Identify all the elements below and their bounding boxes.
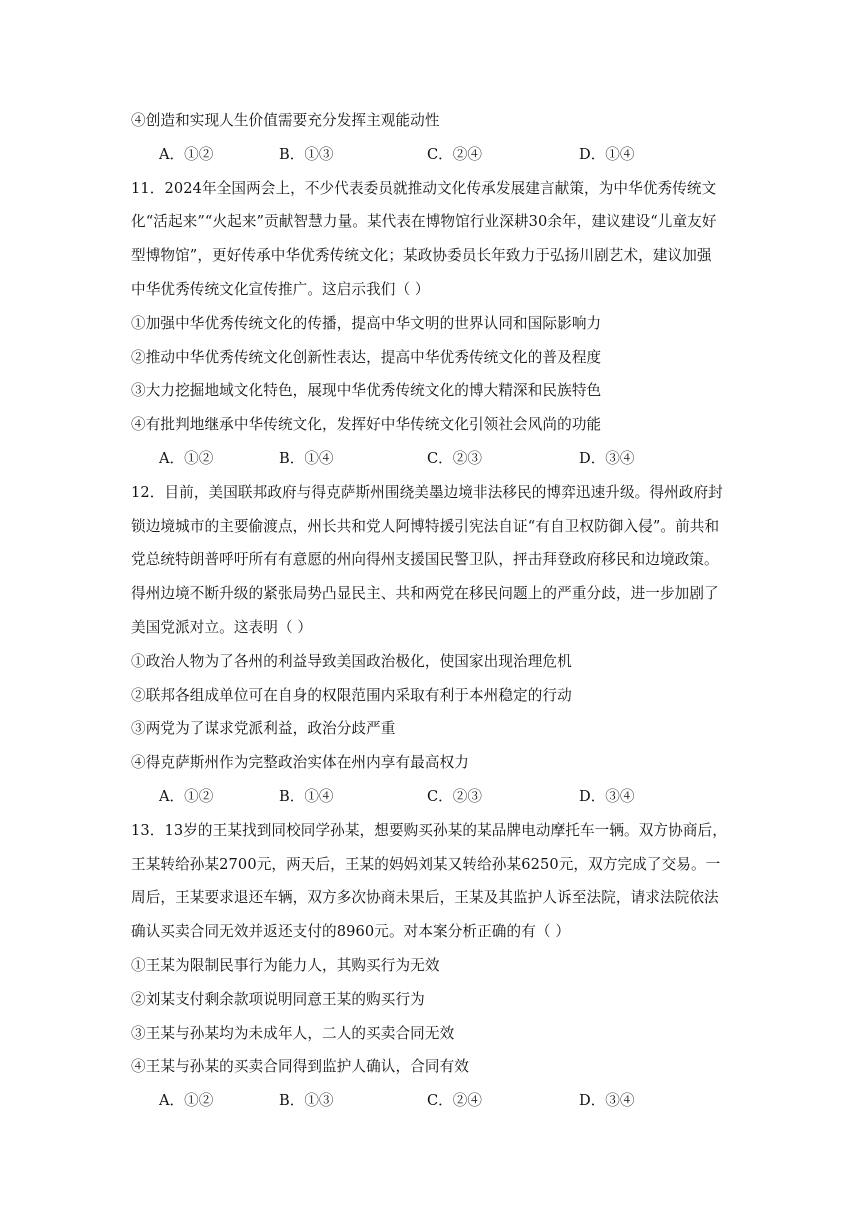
q11-option-a[interactable]: A．①②	[159, 449, 214, 467]
q13-stem-line: 王某转给孙某2700元，两天后，王某的妈妈刘某又转给孙某6250元，双方完成了交易。一	[131, 855, 721, 873]
q13-statement-3: ③王某与孙某均为未成年人，二人的买卖合同无效	[131, 1024, 455, 1042]
q10-options	[131, 138, 731, 172]
q12-options	[131, 780, 731, 814]
q11-option-d[interactable]: D．③④	[579, 449, 635, 467]
q13-statement-1: ①王某为限制民事行为能力人，其购买行为无效	[131, 956, 440, 974]
q13-stem-line: 周后，王某要求退还车辆，双方多次协商未果后，王某及其监护人诉至法院，请求法院依法	[131, 889, 719, 907]
q10-option-b[interactable]: B．①③	[279, 145, 334, 163]
q10-statement-4: ④创造和实现人生价值需要充分发挥主观能动性	[131, 112, 440, 129]
q12-option-c[interactable]: C．②③	[427, 787, 482, 805]
q13-option-d[interactable]: D．③④	[579, 1092, 635, 1110]
q11-statement-4: ④有批判地继承中华传统文化，发挥好中华传统文化引领社会风尚的功能	[131, 416, 602, 434]
q12-stem-line: 得州边境不断升级的紧张局势凸显民主、共和两党在移民问题上的严重分歧，进一步加剧了	[131, 585, 719, 603]
q12-stem-line: 党总统特朗普呼吁所有有意愿的州向得州支援国民警卫队，抨击拜登政府移民和边境政策。	[131, 551, 719, 569]
q13-option-b[interactable]: B．①③	[279, 1092, 334, 1110]
q13-stem-line: 13．13岁的王某找到同校同学孙某，想要购买孙某的某品牌电动摩托车一辆。双方协商后，	[131, 821, 727, 839]
q10-option-a[interactable]: A．①②	[159, 145, 214, 163]
q12-statement-4: ④得克萨斯州作为完整政治实体在州内享有最高权力	[131, 754, 469, 772]
q12-option-a[interactable]: A．①②	[159, 787, 214, 805]
q11-options	[131, 442, 731, 476]
q12-stem-line: 美国党派对立。这表明（ ）	[131, 618, 313, 636]
q11-stem-line: 型博物馆”，更好传承中华优秀传统文化；某政协委员长年致力于弘扬川剧艺术，建议加强	[131, 247, 712, 265]
q10-option-d[interactable]: D．①④	[579, 145, 635, 163]
q11-stem-line: 11．2024年全国两会上，不少代表委员就推动文化传承发展建言献策，为中华优秀传统文	[131, 179, 717, 197]
q13-statement-2: ②刘某支付剩余款项说明同意王某的购买行为	[131, 990, 425, 1008]
q11-stem-line: 化“活起来”“火起来”贡献智慧力量。某代表在博物馆行业深耕30余年，建议建设“儿童友好	[131, 213, 717, 231]
q11-option-c[interactable]: C．②③	[427, 449, 482, 467]
q12-option-b[interactable]: B．①④	[279, 787, 334, 805]
q11-statement-1: ①加强中华优秀传统文化的传播，提高中华文明的世界认同和国际影响力	[131, 314, 602, 332]
q10-option-c[interactable]: C．②④	[427, 145, 482, 163]
q12-stem-line: 12．目前，美国联邦政府与得克萨斯州围绕美墨边境非法移民的博弈迅速升级。得州政府封	[131, 483, 723, 501]
exam-page	[131, 104, 731, 1118]
q12-statement-2: ②联邦各组成单位可在自身的权限范围内采取有利于本州稳定的行动	[131, 686, 572, 704]
q12-statement-3: ③两党为了谋求党派利益，政治分歧严重	[131, 720, 396, 738]
q12-stem-line: 锁边境城市的主要偷渡点，州长共和党人阿博特援引宪法自证“有自卫权防御入侵”。前共和	[131, 517, 720, 535]
q11-statement-3: ③大力挖掘地域文化特色，展现中华优秀传统文化的博大精深和民族特色	[131, 382, 602, 400]
q11-stem-line: 中华优秀传统文化宣传推广。这启示我们（ ）	[131, 280, 430, 298]
q13-stem-line: 确认买卖合同无效并返还支付的8960元。对本案分析正确的有（ ）	[131, 923, 571, 941]
q11-option-b[interactable]: B．①④	[279, 449, 334, 467]
q13-options	[131, 1084, 731, 1118]
q11-statement-2: ②推动中华优秀传统文化创新性表达，提高中华优秀传统文化的普及程度	[131, 348, 602, 366]
q13-statement-4: ④王某与孙某的买卖合同得到监护人确认，合同有效	[131, 1058, 469, 1076]
q13-option-a[interactable]: A．①②	[159, 1092, 214, 1110]
q12-option-d[interactable]: D．③④	[579, 787, 635, 805]
q12-statement-1: ①政治人物为了各州的利益导致美国政治极化，使国家出现治理危机	[131, 652, 572, 670]
q13-option-c[interactable]: C．②④	[427, 1092, 482, 1110]
